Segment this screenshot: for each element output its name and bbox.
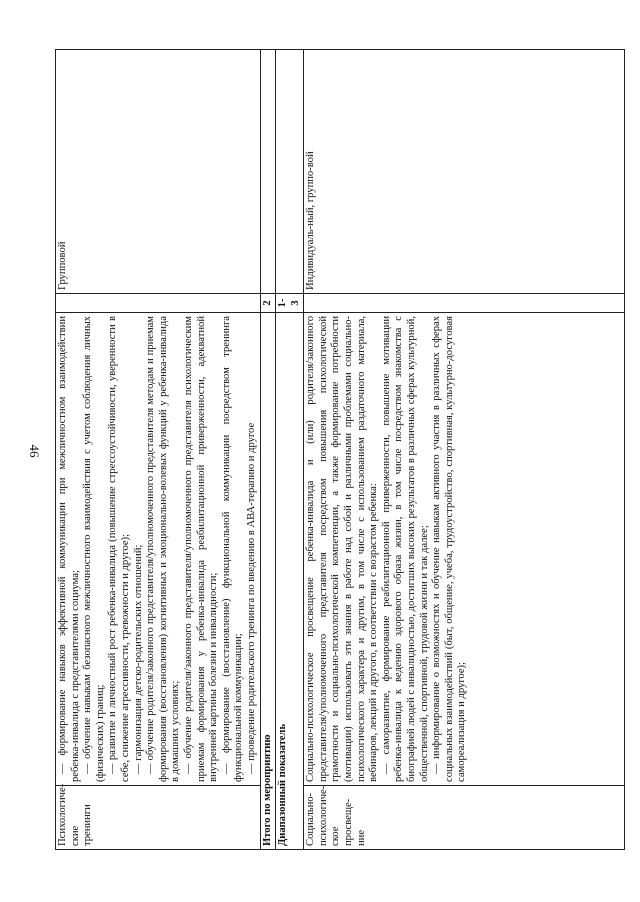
count-cell [304,294,625,313]
list-item: — саморазвитие, формирование реабилитационной приверженности, повышение мотивации ребенка-инвалида к ведению здорового образа жизни, в том числе посредством знакомства с биографией людей с инвалидностью, достигших высоких результатов в различных сферах культурной, общественной, спортивной, трудовой жизни и так далее; [381,316,431,782]
category-cell: Психологиче-ские тренинги [56,786,261,850]
list-item: — формирование навыков эффективной коммуникации при межличностном взаимодействии ребенка-инвалида с представителями социума; [57,316,82,782]
list-item: — развитие и личностный рост ребенка-инвалида (повышение стрессоустойчивости, уверенности в себе, снижение агрессивности, тревожности и другое); [107,316,132,782]
total-value: 2 [260,294,276,313]
list-item: — информирование о возможностях и обучение навыкам активного участия в различных сферах социальных взаимодействий (быт, общение, учеба, трудоустройство, спортивная, культурно-досуговая самореализация и другое); [431,316,469,782]
total-row [260,50,276,850]
total-label: Итого по мероприятию [260,313,276,850]
page-number: 46 [27,444,42,458]
program-table [55,49,625,850]
count-cell [56,294,261,313]
empty-cell [276,50,304,294]
list-item: — обучение родителя/законного представителя/уполномоченного представителя методам и приемам формирования (восстановления) когнитивных и эмоционально-волевых функций у ребенка-инвалида в домашних условиях; [145,316,183,782]
form-cell: Индивидуаль-ный, группо-вой [304,50,625,294]
category-cell: Социально-психологиче-ское просвеще-ние [304,786,625,850]
list-item: — обучение навыкам безопасного межличностного взаимодействия с учетом соблюдения личных (физических) границ; [82,316,107,782]
range-value: 1-3 [276,294,304,313]
table-row [304,50,625,850]
rotated-table-frame [55,50,625,850]
intro-text: Социально-психологическое просвещение ребенка-инвалида и (или) родителя/законного представителя/уполномоченного представителя посредством повышения психологической грамотности и социально-психологической компетенции, а также формирование потребности (мотивации) использовать эти знания в работе над собой и различными проблемами социально-психологического характера и другим, в том числе с использованием раздаточного материала, вебинаров, лекций и другого, в соответствии с возрастом ребенка: [305,316,380,782]
list-item: — формирование (восстановление) функциональной коммуникации посредством тренинга функциональной коммуникации; [221,316,246,782]
empty-cell [260,50,276,294]
table-row [56,50,261,850]
range-row [276,50,304,850]
list-item: — гармонизация детско-родительских отношений; [133,316,146,782]
content-cell [56,313,261,786]
list-item: — обучение родителя/законного представителя/уполномоченного представителя психологическим приемам формирования у ребенка-инвалида реабилитационной приверженности, адекватной внутренней картины болезни и инвалидности; [183,316,221,782]
content-cell [304,313,625,786]
form-cell: Групповой [56,50,261,294]
list-item: — проведение родительского тренинга по введению в АВА-терапию и другое [246,316,259,782]
range-label: Диапазонный показатель [276,313,304,850]
